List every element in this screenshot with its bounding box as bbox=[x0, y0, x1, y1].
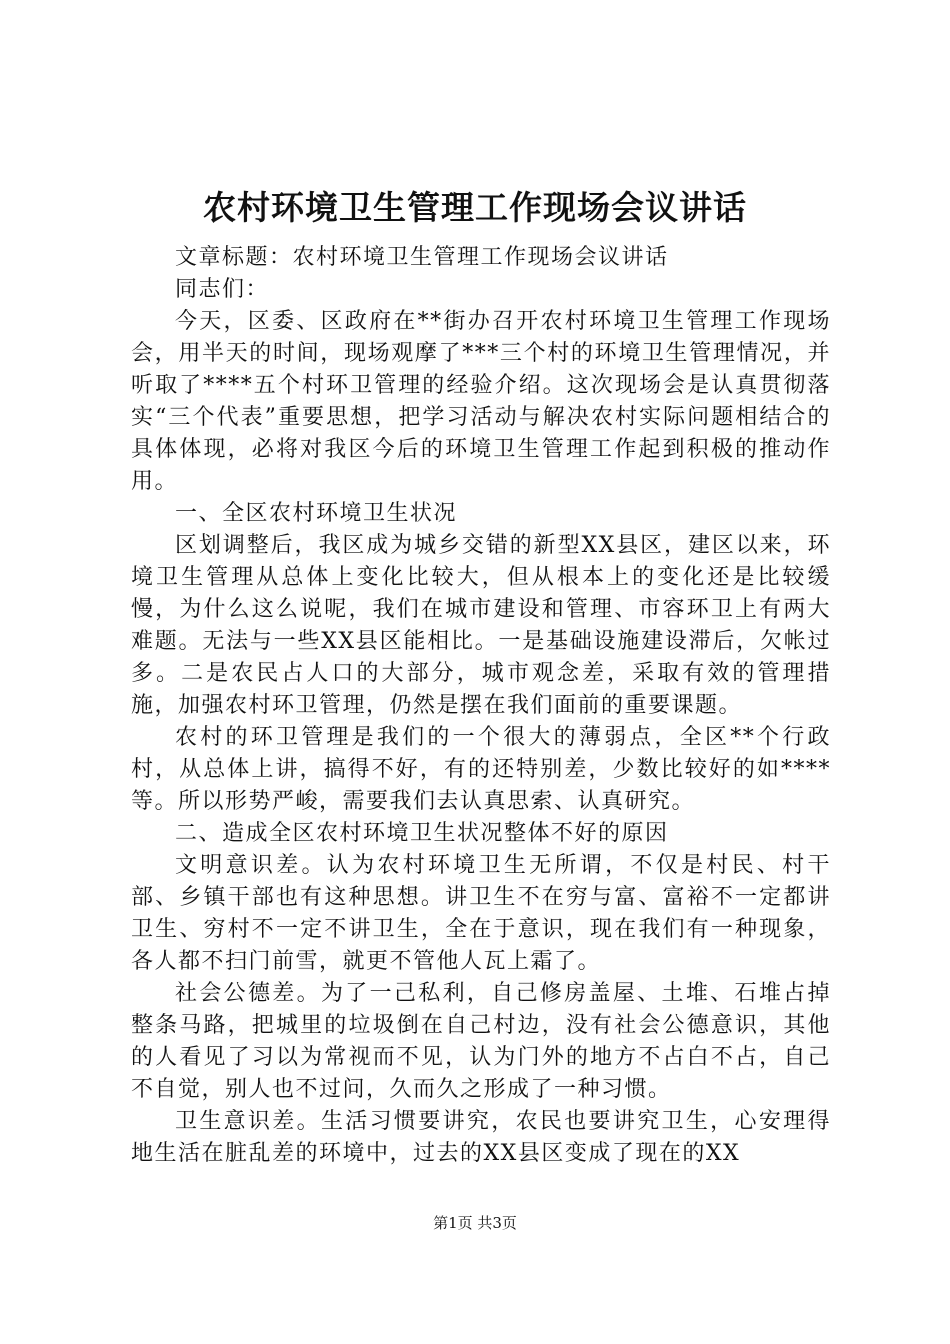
article-title-line: 文章标题：农村环境卫生管理工作现场会议讲话 bbox=[175, 245, 669, 270]
document-body bbox=[131, 242, 831, 1170]
salutation: 同志们： bbox=[175, 277, 270, 302]
document-title: 农村环境卫生管理工作现场会议讲话 bbox=[203, 188, 747, 227]
paragraph: 今天，区委、区政府在**街办召开农村环境卫生管理工作现场会，用半天的时间，现场观摩了***三个村的环境卫生管理情况，并听取了****五个村环卫管理的经验介绍。这次现场会是认真贯彻落实“三个代表”重要思想，把学习活动与解决农村实际问题相结合的具体体现，必将对我区今后的环境卫生管理工作起到积极的推动作用。 bbox=[131, 309, 831, 494]
section-heading: 一、全区农村环境卫生状况 bbox=[175, 501, 458, 526]
paragraph: 区划调整后，我区成为城乡交错的新型XX县区，建区以来，环境卫生管理从总体上变化比较大，但从根本上的变化还是比较缓慢，为什么这么说呢，我们在城市建设和管理、市容环卫上有两大难题。无法与一些XX县区能相比。一是基础设施建设滞后，欠帐过多。二是农民占人口的大部分，城市观念差，采取有效的管理措施，加强农村环卫管理，仍然是摆在我们面前的重要课题。 bbox=[131, 533, 831, 718]
paragraph: 文明意识差。认为农村环境卫生无所谓，不仅是村民、村干部、乡镇干部也有这种思想。讲卫生不在穷与富、富裕不一定都讲卫生、穷村不一定不讲卫生，全在于意识，现在我们有一种现象，各人都不扫门前雪，就更不管他人瓦上霜了。 bbox=[131, 853, 831, 974]
paragraph: 社会公德差。为了一己私利，自己修房盖屋、土堆、石堆占掉整条马路，把城里的垃圾倒在自己村边，没有社会公德意识，其他的人看见了习以为常视而不见，认为门外的地方不占白不占，自己不自觉，别人也不过问，久而久之形成了一种习惯。 bbox=[131, 981, 831, 1102]
paragraph: 农村的环卫管理是我们的一个很大的薄弱点，全区**个行政村，从总体上讲，搞得不好，有的还特别差，少数比较好的如****等。所以形势严峻，需要我们去认真思索、认真研究。 bbox=[131, 725, 831, 814]
paragraph: 卫生意识差。生活习惯要讲究，农民也要讲究卫生，心安理得地生活在脏乱差的环境中，过去的XX县区变成了现在的XX bbox=[131, 1109, 831, 1166]
section-heading: 二、造成全区农村环境卫生状况整体不好的原因 bbox=[175, 821, 669, 846]
page-number-footer: 第1页 共3页 bbox=[433, 1214, 517, 1232]
